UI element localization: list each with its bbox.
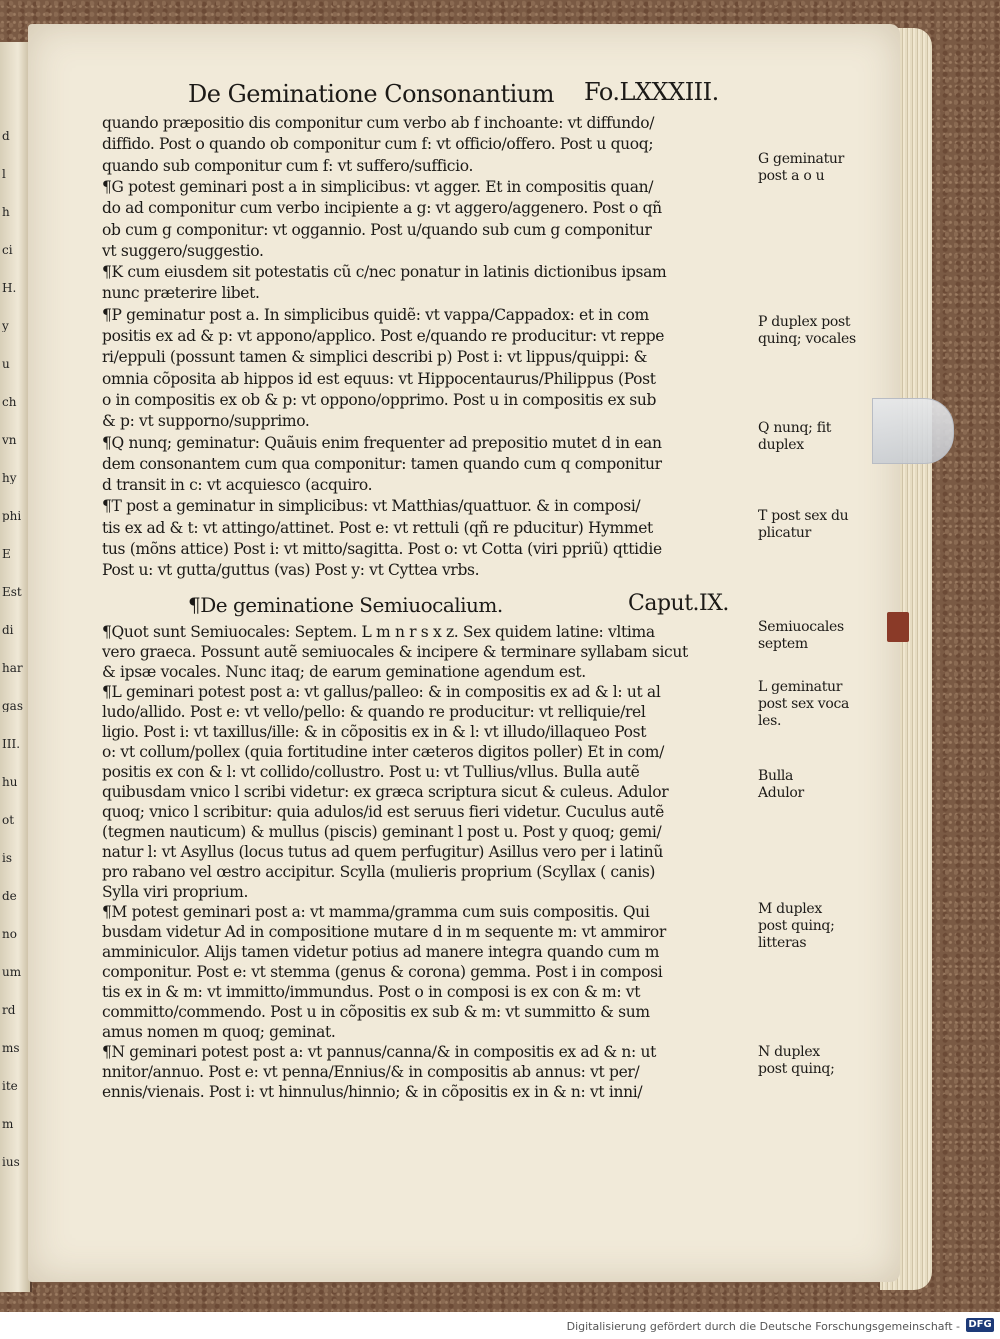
text-line: ennis/vienais. Post i: vt hinnulus/hinnio; & in cõpositis ex in & n: vt inni/ bbox=[102, 1083, 643, 1101]
book-page bbox=[28, 24, 900, 1282]
text-line: componitur. Post e: vt stemma (genus & corona) gemma. Post i in composi bbox=[102, 963, 663, 981]
text-line: ¶N geminari potest post a: vt pannus/canna/& in compositis ex ad & n: ut bbox=[102, 1043, 657, 1061]
left-page-fragment: vn bbox=[2, 434, 17, 446]
text-line: quando præpositio dis componitur cum verbo ab f inchoante: vt diffundo/ bbox=[102, 114, 655, 132]
left-page-fragment: is bbox=[2, 852, 12, 864]
text-line: diffido. Post o quando ob componitur cum f: vt officio/offero. Post u quoq; bbox=[102, 135, 654, 154]
left-page-fragment: hu bbox=[2, 776, 18, 788]
left-page-fragment: y bbox=[2, 320, 9, 332]
left-page-fragment: no bbox=[2, 928, 17, 940]
text-line: nnitor/annuo. Post e: vt penna/Ennius/& in compositis ab annus: vt per/ bbox=[102, 1063, 640, 1081]
margin-note: T post sex du bbox=[758, 508, 849, 524]
text-line: quibusdam vnico l scribi videtur: ex græca scriptura sicut & culeus. Adulor bbox=[102, 783, 669, 801]
left-page-fragment: H. bbox=[2, 282, 17, 294]
margin-note: Bulla bbox=[758, 768, 794, 784]
margin-note: litteras bbox=[758, 935, 807, 951]
text-line: ¶L geminari potest post a: vt gallus/palleo: & in compositis ex ad & l: ut al bbox=[102, 683, 661, 701]
running-head-title: De Geminatione Consonantium bbox=[188, 80, 554, 108]
margin-note: G geminatur bbox=[758, 151, 845, 167]
margin-note: Q nunq; fit bbox=[758, 420, 832, 436]
text-line: amus nomen m quoq; geminat. bbox=[102, 1023, 336, 1041]
bookmark-tab bbox=[872, 398, 954, 464]
text-line: ¶M potest geminari post a: vt mamma/gramma cum suis compositis. Qui bbox=[102, 903, 650, 921]
left-page-fragment: d bbox=[2, 130, 10, 142]
margin-note: P duplex post bbox=[758, 314, 851, 330]
text-line: tis ex ad & t: vt attingo/attinet. Post e: vt rettuli (qñ re pducitur) Hymmet bbox=[102, 518, 653, 537]
text-line: ligio. Post i: vt taxillus/ille: & in cõpositis ex in & l: vt illudo/illaqueo Post bbox=[102, 723, 647, 741]
text-line: d transit in c: vt acquiesco (acquiro. bbox=[102, 476, 373, 495]
left-page-fragment: ius bbox=[2, 1156, 20, 1168]
dfg-logo: DFG bbox=[966, 1318, 994, 1332]
left-page-fragment: de bbox=[2, 890, 17, 902]
text-line: positis ex ad & p: vt appono/applico. Post e/quando re producitur: vt reppe bbox=[102, 327, 665, 345]
text-line: ¶Q nunq; geminatur: Quãuis enim frequenter ad prepositio mutet d in ean bbox=[102, 433, 662, 452]
margin-note: M duplex bbox=[758, 901, 822, 917]
text-line: ¶P geminatur post a. In simplicibus quidẽ: vt vappa/Cappadox: et in com bbox=[102, 305, 649, 324]
margin-note: Adulor bbox=[758, 785, 804, 801]
margin-note: les. bbox=[758, 713, 782, 729]
left-page-fragment: rd bbox=[2, 1004, 16, 1016]
text-line: vero graeca. Possunt autẽ semiuocales & incipere & terminare syllabam sicut bbox=[102, 643, 688, 661]
text-line: vt suggero/suggestio. bbox=[102, 241, 264, 260]
text-line: ¶G potest geminari post a in simplicibus: vt agger. Et in compositis quan/ bbox=[102, 177, 654, 196]
left-page-fragment: ch bbox=[2, 396, 17, 408]
left-page-fragment: um bbox=[2, 966, 22, 978]
text-line: (tegmen nauticum) & mullus (piscis) geminant l post u. Post y quoq; gemi/ bbox=[102, 823, 662, 841]
text-line: o in compositis ex ob & p: vt oppono/opprimo. Post u in compositis ex sub bbox=[102, 390, 657, 409]
left-page-fragment: ot bbox=[2, 814, 15, 826]
text-line: positis ex con & l: vt collido/collustro. Post u: vt Tullius/vllus. Bulla autẽ bbox=[102, 763, 640, 781]
text-line: ob cum g componitur: vt oggannio. Post u/quando sub cum g componitur bbox=[102, 220, 652, 239]
text-line: busdam videtur Ad in compositione mutare d in m sequente m: vt ammiror bbox=[102, 923, 666, 941]
text-line: committo/commendo. Post u in cõpositis ex sub & m: vt summitto & sum bbox=[102, 1003, 650, 1021]
margin-note: post quinq; bbox=[758, 1061, 835, 1077]
margin-note: post a o u bbox=[758, 168, 825, 184]
left-page-fragment: har bbox=[2, 662, 23, 674]
left-page-fragment: phi bbox=[2, 510, 22, 522]
left-page-fragment: ms bbox=[2, 1042, 20, 1054]
left-page-fragment: ite bbox=[2, 1080, 18, 1092]
margin-note: N duplex bbox=[758, 1044, 820, 1060]
margin-note: septem bbox=[758, 636, 808, 652]
text-line: omnia cõposita ab hippos id est equus: vt Hippocentaurus/Philippus (Post bbox=[102, 369, 656, 388]
text-line: quando sub componitur cum f: vt suffero/sufficio. bbox=[102, 156, 474, 175]
chapter-heading: ¶De geminatione Semiuocalium. bbox=[188, 593, 503, 617]
text-line: amminiculor. Alijs tamen videtur potius ad manere integra quando cum m bbox=[102, 943, 660, 961]
margin-note: plicatur bbox=[758, 525, 812, 541]
chapter-number: Caput.IX. bbox=[628, 591, 729, 616]
left-page-fragment: E bbox=[2, 548, 11, 560]
margin-note: Semiuocales bbox=[758, 619, 844, 635]
left-page-fragment: u bbox=[2, 358, 10, 370]
text-line: nunc præterire libet. bbox=[102, 284, 260, 303]
footer-bar bbox=[0, 1312, 1000, 1339]
left-page-fragment: Est bbox=[2, 586, 22, 598]
text-line: & p: vt supporno/supprimo. bbox=[102, 412, 310, 431]
text-line: quoq; vnico l scribitur: quia adulos/id est seruus fieri videtur. Cuculus autẽ bbox=[102, 803, 664, 821]
text-line: ludo/allido. Post e: vt vello/pello: & quando re producitur: vt relliquie/rel bbox=[102, 703, 646, 721]
text-line: dem consonantem cum qua componitur: tamen quando cum q componitur bbox=[102, 454, 662, 473]
margin-note: L geminatur bbox=[758, 679, 843, 695]
text-line: do ad componitur cum verbo incipiente a g: vt aggero/aggenero. Post o qñ bbox=[102, 199, 662, 218]
text-line: & ipsæ vocales. Nunc itaq; de earum geminatione agendum est. bbox=[102, 663, 586, 681]
text-line: natur l: vt Asyllus (locus tutus ad quem perfugitur) Asillus vero per i latinũ bbox=[102, 843, 663, 861]
text-line: ¶K cum eiusdem sit potestatis cũ c/nec ponatur in latinis dictionibus ipsam bbox=[102, 263, 667, 282]
text-line: ¶T post a geminatur in simplicibus: vt Matthias/quattuor. & in composi/ bbox=[102, 497, 641, 516]
left-page-fragment: h bbox=[2, 206, 10, 218]
left-page-fragment: III. bbox=[2, 738, 21, 750]
text-line: tus (mõns attice) Post i: vt mitto/sagitta. Post o: vt Cotta (viri ppriũ) qttidie bbox=[102, 540, 662, 558]
text-line: Post u: vt gutta/guttus (vas) Post y: vt Cyttea vrbs. bbox=[102, 561, 480, 580]
left-page-fragment: hy bbox=[2, 472, 17, 484]
red-marker bbox=[887, 612, 909, 642]
margin-note: duplex bbox=[758, 437, 804, 453]
text-line: Sylla viri proprium. bbox=[102, 883, 249, 901]
text-line: o: vt collum/pollex (quia fortitudine inter cæteros digitos poller) Et in com/ bbox=[102, 743, 664, 761]
text-line: ri/eppuli (possunt tamen & simplici describi p) Post i: vt lippus/quippi: & bbox=[102, 348, 648, 367]
footer-credit: Digitalisierung gefördert durch die Deutsche Forschungsgemeinschaft - bbox=[566, 1320, 960, 1333]
left-page-fragment: di bbox=[2, 624, 14, 636]
text-line: pro rabano vel œstro accipitur. Scylla (mulieris proprium (Scyllax ( canis) bbox=[102, 863, 656, 881]
margin-note: post quinq; bbox=[758, 918, 835, 934]
left-page-fragment: gas bbox=[2, 700, 23, 712]
folio-number: Fo.LXXXIII. bbox=[584, 78, 719, 106]
margin-note: post sex voca bbox=[758, 696, 850, 712]
left-page-fragment: ci bbox=[2, 244, 13, 256]
text-line: tis ex in & m: vt immitto/immundus. Post o in composi is ex con & m: vt bbox=[102, 983, 641, 1001]
left-page-fragment: m bbox=[2, 1118, 14, 1130]
left-page-fragment: l bbox=[2, 168, 6, 180]
text-line: ¶Quot sunt Semiuocales: Septem. L m n r s x z. Sex quidem latine: vltima bbox=[102, 623, 655, 641]
margin-note: quinq; vocales bbox=[758, 331, 856, 347]
